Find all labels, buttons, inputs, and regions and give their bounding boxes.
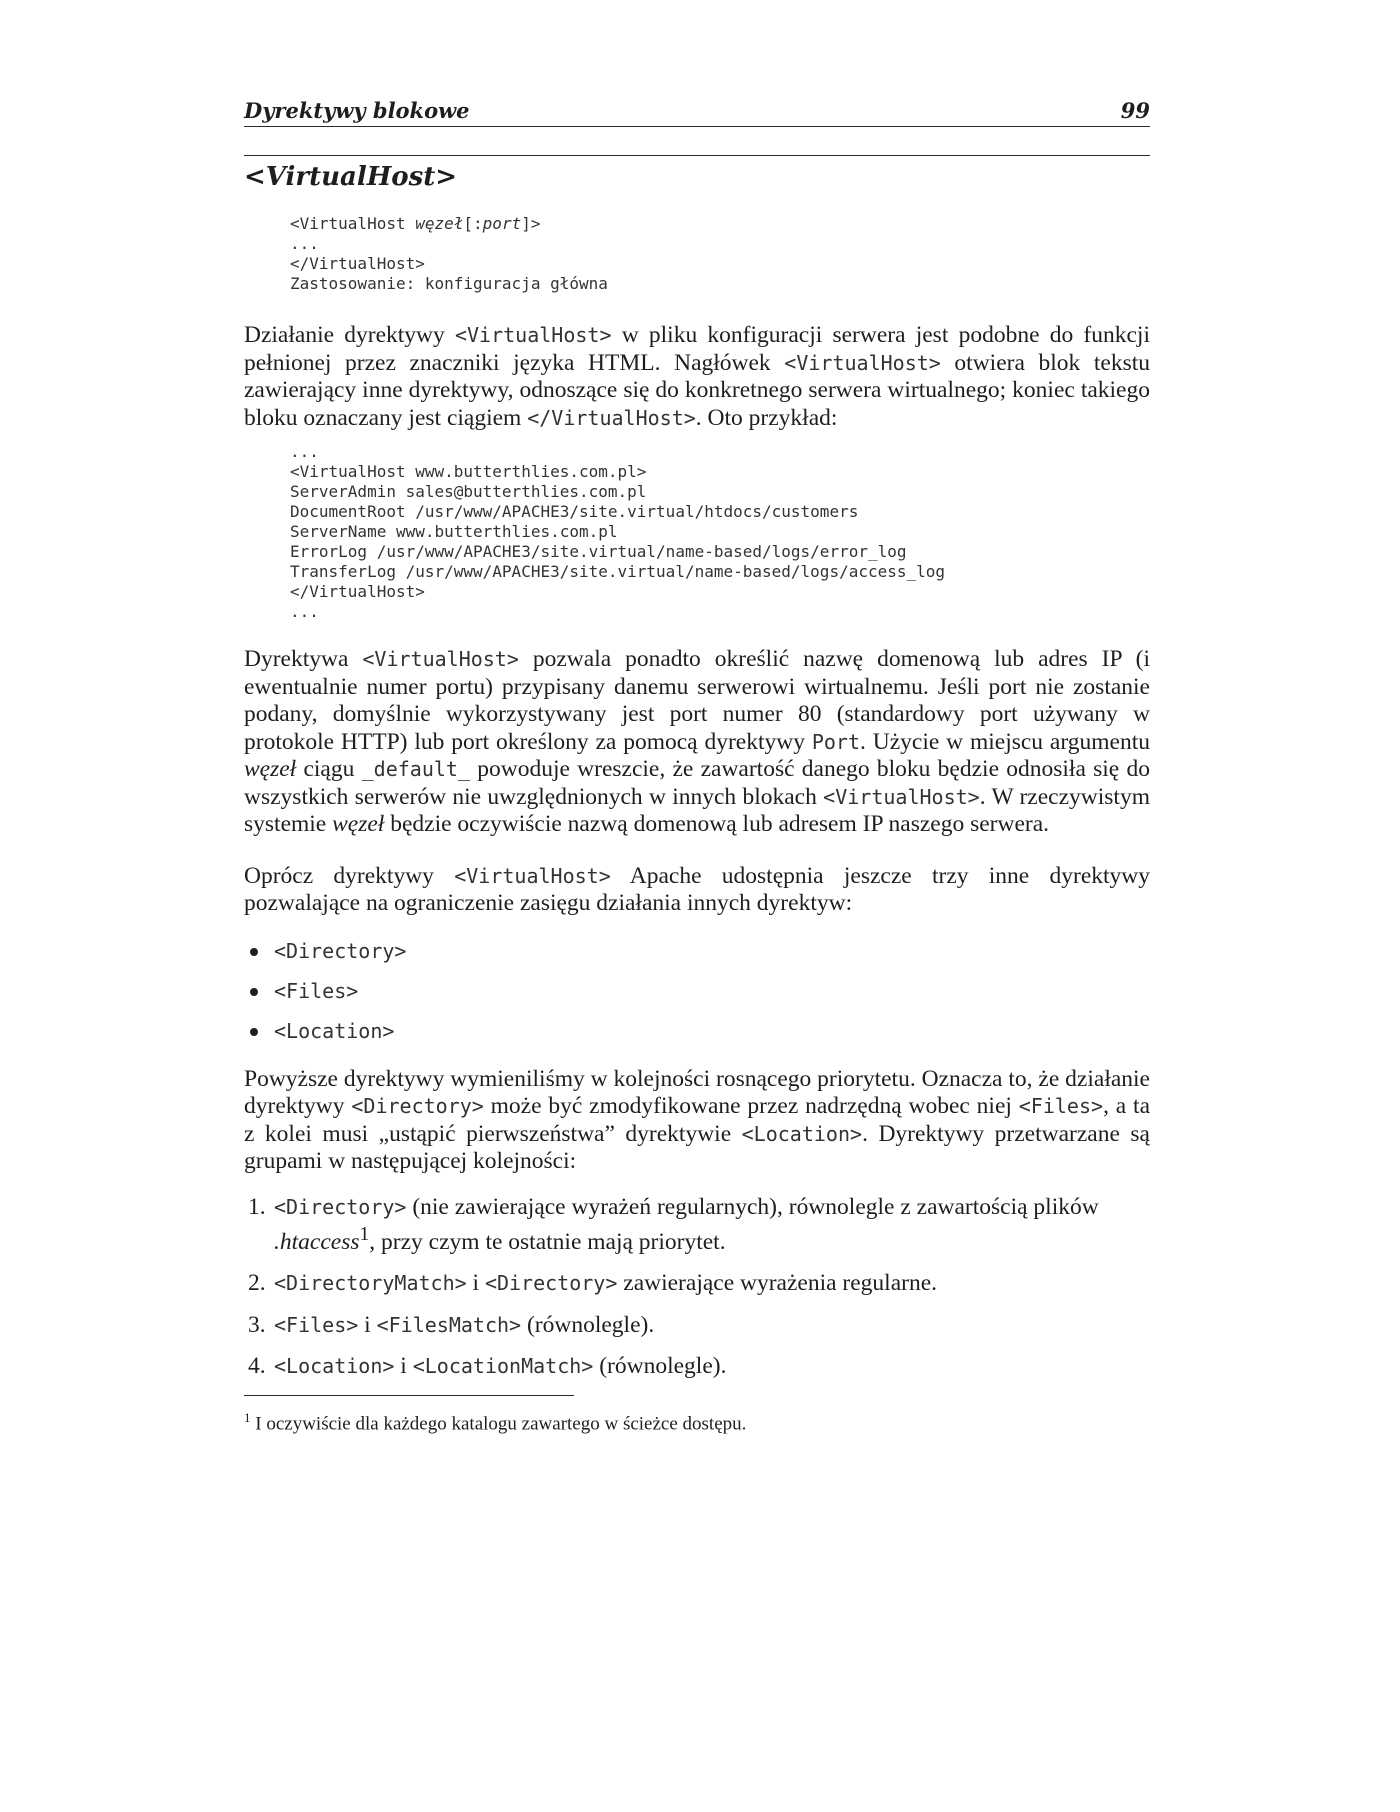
list-item: 3. <Files> i <FilesMatch> (równolegle). <box>248 1311 655 1338</box>
paragraph-3: Oprócz dyrektywy <VirtualHost> Apache udostępnia jeszcze trzy inne dyrektywy pozwalające na ograniczenie zasięgu działania innych dyrektyw: <box>244 862 1151 916</box>
code-line: <VirtualHost www.butterthlies.com.pl> <box>290 462 647 481</box>
priority-ordered-list <box>244 1194 1150 1381</box>
directive-bullet-list <box>244 936 1150 1056</box>
page-number: 99 <box>1120 98 1150 123</box>
footnote <box>244 1406 1150 1436</box>
list-item: 1. <Directory> (nie zawierające wyrażeń regularnych), równolegle z zawartością plików .htaccess$^1$, przy czym te ostatnie mają priorytet. <box>248 1193 1099 1255</box>
section-rule <box>244 155 1150 156</box>
footnote-ref: 1 <box>359 1224 370 1245</box>
list-item: <Files> <box>244 976 1150 1016</box>
bullet-icon <box>250 1028 258 1036</box>
list-item: 4. <Location> i <LocationMatch> (równolegle). <box>248 1353 727 1380</box>
code-line: DocumentRoot /usr/www/APACHE3/site.virtual/htdocs/customers <box>290 502 859 521</box>
syntax-line-2: ... <box>290 234 319 253</box>
list-item: <Directory> <box>244 936 1150 976</box>
footnote-rule <box>244 1395 574 1396</box>
footnote-text: I oczywiście dla każdego katalogu zawartego w ścieżce dostępu. <box>250 1413 747 1435</box>
code-line: TransferLog /usr/www/APACHE3/site.virtual/name-based/logs/access_log <box>290 562 946 581</box>
list-item: 2. <DirectoryMatch> i <Directory> zawierające wyrażenia regularne. <box>248 1270 938 1297</box>
book-page <box>244 96 1150 1436</box>
bullet-icon <box>250 948 258 956</box>
running-header-title: Dyrektywy blokowe <box>244 98 470 123</box>
syntax-line-1: <VirtualHost węzeł[:port]> <box>290 214 541 233</box>
syntax-line-3: </VirtualHost> <box>290 254 425 273</box>
example-code-block <box>290 442 1150 622</box>
running-header <box>244 96 1150 127</box>
code-line: </VirtualHost> <box>290 582 425 601</box>
list-item: <Location> <box>244 1016 1150 1056</box>
paragraph-4: Powyższe dyrektywy wymieniliśmy w kolejności rosnącego priorytetu. Oznacza to, że działanie dyrektywy <Directory> może być zmodyfikowane przez nadrzędną wobec niej <Files>, a ta z kolei musi „ustąpić pierwszeństwa” dyrektywie <Location>. Dyrektywy przetwarzane są grupami w następującej kolejności: <box>244 1065 1151 1174</box>
syntax-line-4: Zastosowanie: konfiguracja główna <box>290 274 608 293</box>
syntax-block <box>290 214 1150 294</box>
paragraph-1: Działanie dyrektywy <VirtualHost> w pliku konfiguracji serwera jest podobne do funkcji pełnionej przez znaczniki języka HTML. Nagłówek <VirtualHost> otwiera blok tekstu zawierający inne dyrektywy, odnoszące się do konkretnego serwera wirtualnego; koniec takiego bloku oznaczany jest ciągiem </VirtualHost>. Oto przykład: <box>244 322 1150 431</box>
paragraph-2: Dyrektywa <VirtualHost> pozwala ponadto określić nazwę domenową lub adres IP (i ewentualnie numer portu) przypisany danemu serwerowi wirtualnemu. Jeśli port nie zostanie podany, domyślnie wykorzystywany jest port numer 80 (standardowy port używany w protokole HTTP) lub port określony za pomocą dyrektywy Port. Użycie w miejscu argumentu węzeł ciągu _default_ powoduje wreszcie, że zawartość danego bloku będzie odnosiła się do wszystkich serwerów nie uwzględnionych w innych blokach <VirtualHost>. W rzeczywistym systemie węzeł będzie oczywiście nazwą domenową lub adresem IP naszego serwera. <box>244 646 1150 837</box>
section-title: <VirtualHost> <box>244 162 458 192</box>
footnote-mark: 1 <box>244 1409 251 1425</box>
bullet-icon <box>250 988 258 996</box>
code-line: ServerAdmin sales@butterthlies.com.pl <box>290 482 647 501</box>
code-line: ServerName www.butterthlies.com.pl <box>290 522 618 541</box>
code-line: ... <box>290 602 319 621</box>
code-line: ... <box>290 442 319 461</box>
code-line: ErrorLog /usr/www/APACHE3/site.virtual/name-based/logs/error_log <box>290 542 907 561</box>
